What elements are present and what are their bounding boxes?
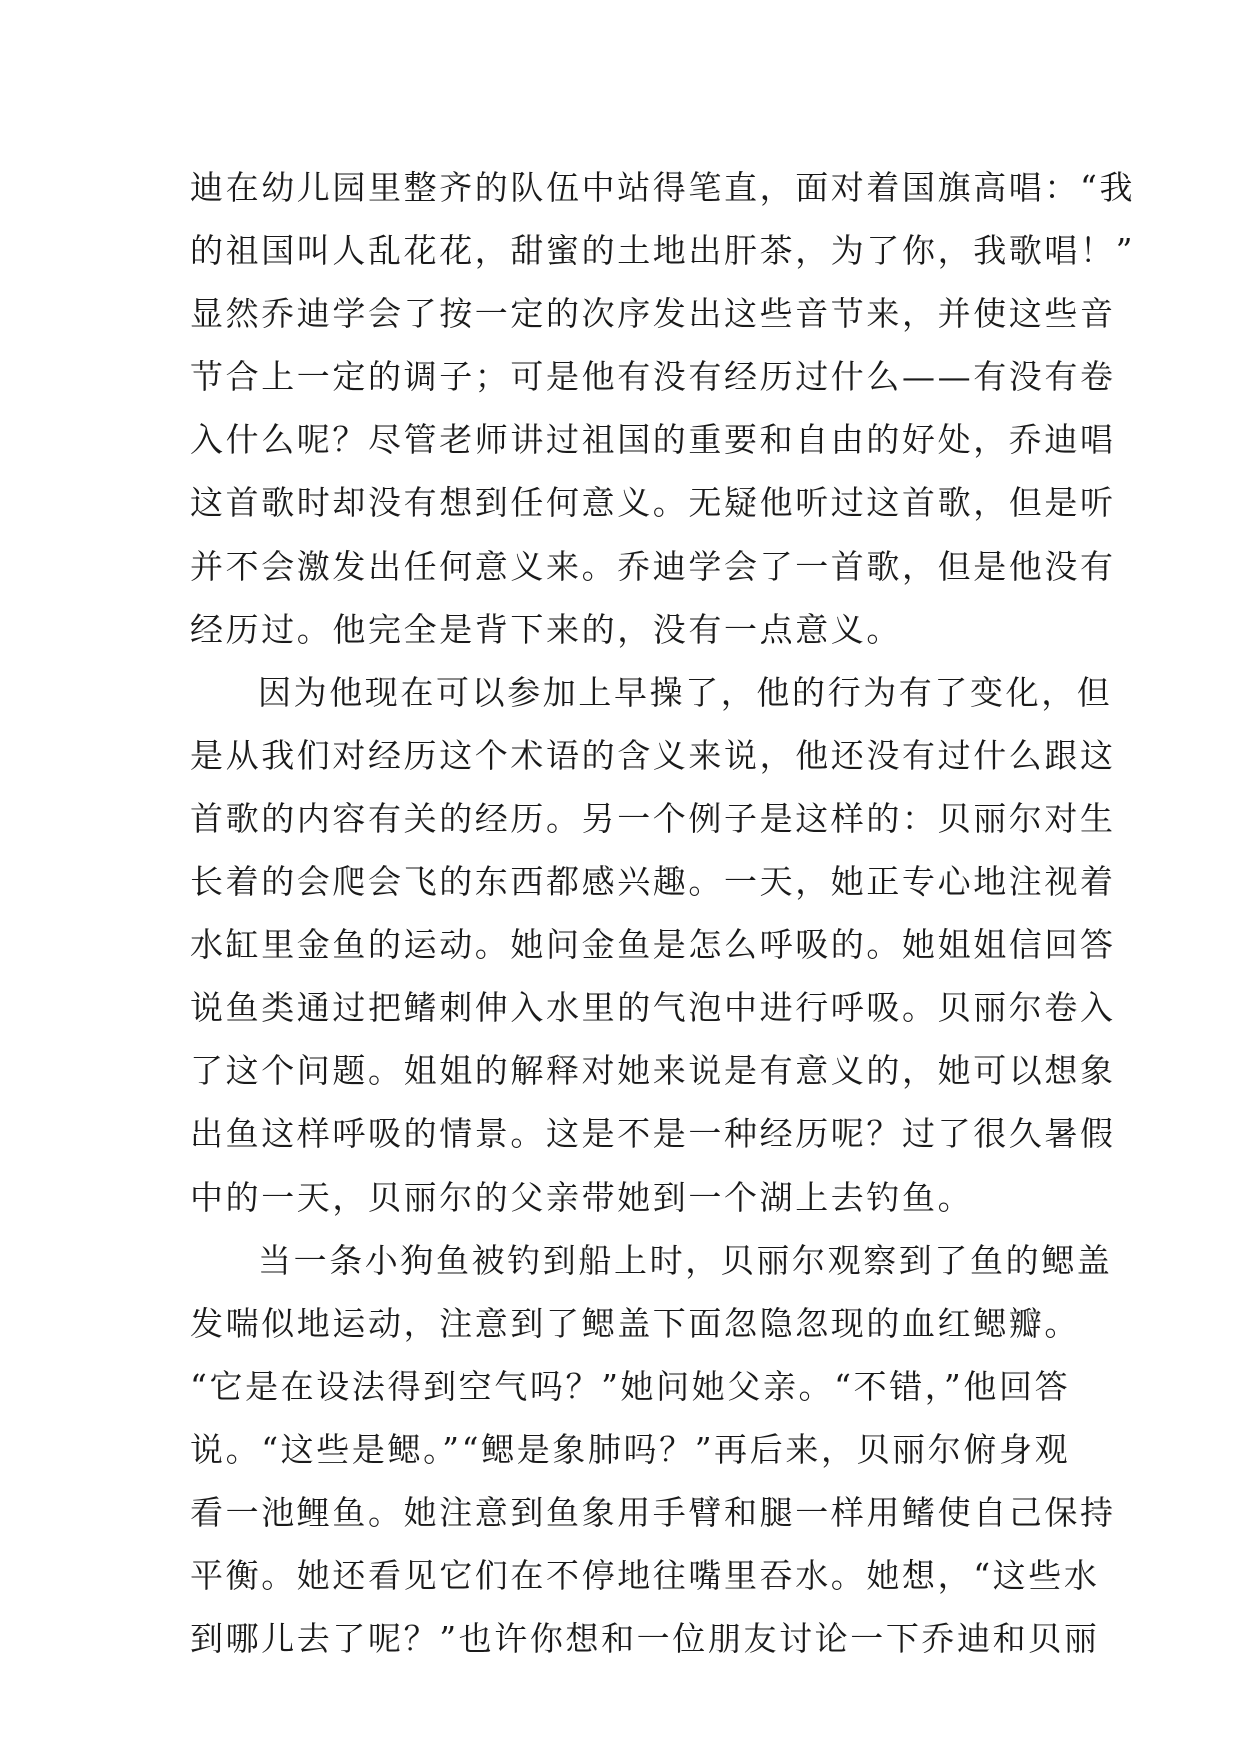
text-line: 中的一天，贝丽尔的父亲带她到一个湖上去钓鱼。 bbox=[190, 1177, 974, 1217]
text-line: 的祖国叫人乱花花，甜蜜的土地出肝茶，为了你，我歌唱！” bbox=[190, 231, 1136, 271]
text-line: “它是在设法得到空气吗？”她问她父亲。“不错，”他回答 bbox=[190, 1366, 1071, 1406]
text-line: 节合上一定的调子；可是他有没有经历过什么——有没有卷 bbox=[190, 357, 1116, 397]
text-line: 首歌的内容有关的经历。另一个例子是这样的：贝丽尔对生 bbox=[190, 798, 1116, 838]
text-line: 出鱼这样呼吸的情景。这是不是一种经历呢？过了很久暑假 bbox=[190, 1114, 1116, 1154]
body-text bbox=[190, 156, 1136, 1670]
text-line: 显然乔迪学会了按一定的次序发出这些音节来，并使这些音 bbox=[190, 294, 1116, 334]
text-line: 经历过。他完全是背下来的，没有一点意义。 bbox=[190, 609, 902, 649]
text-line: 看一池鲤鱼。她注意到鱼象用手臂和腿一样用鳍使自己保持 bbox=[190, 1492, 1116, 1532]
text-line: 当一条小狗鱼被钓到船上时，贝丽尔观察到了鱼的鳃盖 bbox=[258, 1240, 1113, 1280]
text-line: 说。“这些是鳃。”“鳃是象肺吗？”再后来，贝丽尔俯身观 bbox=[190, 1429, 1071, 1469]
text-line: 长着的会爬会飞的东西都感兴趣。一天，她正专心地注视着 bbox=[190, 862, 1116, 902]
text-line: 入什么呢？尽管老师讲过祖国的重要和自由的好处，乔迪唱 bbox=[190, 420, 1116, 460]
text-line: 这首歌时却没有想到任何意义。无疑他听过这首歌，但是听 bbox=[190, 483, 1116, 523]
text-line: 并不会激发出任何意义来。乔迪学会了一首歌，但是他没有 bbox=[190, 546, 1116, 586]
text-line: 水缸里金鱼的运动。她问金鱼是怎么呼吸的。她姐姐信回答 bbox=[190, 925, 1116, 965]
text-line: 是从我们对经历这个术语的含义来说，他还没有过什么跟这 bbox=[190, 735, 1116, 775]
text-line: 发喘似地运动，注意到了鳃盖下面忽隐忽现的血红鳃瓣。 bbox=[190, 1303, 1080, 1343]
text-line: 了这个问题。姐姐的解释对她来说是有意义的，她可以想象 bbox=[190, 1051, 1116, 1091]
text-line: 因为他现在可以参加上早操了，他的行为有了变化，但 bbox=[258, 672, 1113, 712]
text-line: 迪在幼儿园里整齐的队伍中站得笔直，面对着国旗高唱：“我 bbox=[190, 168, 1136, 207]
text-line: 到哪儿去了呢？”也许你想和一位朋友讨论一下乔迪和贝丽 bbox=[190, 1619, 1100, 1659]
text-line: 说鱼类通过把鳍刺伸入水里的气泡中进行呼吸。贝丽尔卷入 bbox=[190, 988, 1116, 1028]
text-line: 平衡。她还看见它们在不停地往嘴里吞水。她想，“这些水 bbox=[190, 1556, 1100, 1596]
